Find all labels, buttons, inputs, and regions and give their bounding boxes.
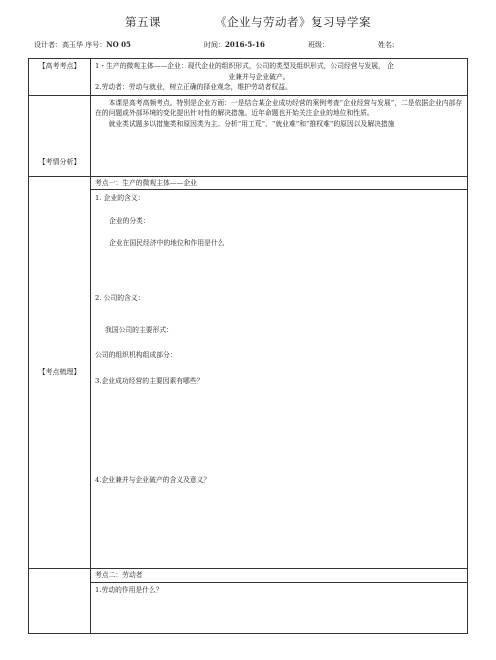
point1-title: 考点一：生产的微观主体——企业 [91, 176, 468, 190]
question-1: 1. 企业的含义： [95, 194, 145, 203]
exam-points-content [91, 59, 468, 96]
point1-body [91, 190, 468, 569]
review-point2-body-row [29, 582, 468, 633]
name-field: 姓名: [378, 41, 395, 49]
point2-body [91, 582, 468, 633]
question-2: 2. 公司的含义： [95, 293, 145, 302]
exam-analysis-content [91, 95, 468, 176]
review-label-2 [29, 569, 91, 634]
question-5: 1.劳动的作用是什么？ [95, 585, 163, 594]
lesson-title: 《企业与劳动者》复习导学案 [215, 15, 371, 29]
question-1b: 企业在国民经济中的地位和作用是什么 [109, 239, 225, 248]
class-field: 班级： [308, 41, 329, 49]
review-point2-title-row [29, 569, 468, 583]
review-point1-title-row [29, 176, 468, 190]
review-point1-body-row [29, 190, 468, 569]
worksheet-table [28, 58, 468, 634]
question-4: 4.企业兼并与企业破产的含义及意义？ [95, 475, 211, 484]
point2-title: 考点二：劳动者 [91, 569, 468, 583]
date-field: 时间：2016-5-16 [204, 40, 265, 49]
exam-point-2: 2.劳动者：劳动与就业，树立正确的择业观念，维护劳动者权益。 [95, 83, 292, 92]
question-1a: 企业的分类： [109, 216, 150, 225]
analysis-para-1: 本课是高考高频考点。特别是企业方面：一是结合某企业成功经营的案例考查“企业经营与发展”，二是依据企业内部存在的问题或外部环境的变化提出针对性的解决措施。近年命题也开始关注企业的地位和性质。 [95, 98, 463, 118]
exam-point-1-cont: 业兼并与企业破产。 [228, 72, 290, 81]
exam-point-1: 1・生产的微观主体——企业：现代企业的组织形式，公司的类型及组织形式，公司经营与发展， 企 [95, 62, 394, 70]
designer-field: 设计者：高玉华 序号：NO 05 [34, 40, 131, 49]
analysis-para-2: 就业类试题多以措施类和原因类为主。分析“用工荒”、“就业难”和“推权难”的原因以及解决措施 [108, 119, 395, 128]
question-2b: 公司的组织机构组成部分： [95, 350, 177, 359]
question-2a: 我国公司的主要形式： [105, 326, 173, 335]
lesson-number: 第五课 [125, 15, 161, 29]
review-label: 【考点梳理】 [29, 176, 91, 569]
exam-points-label: 【高考考点】 [29, 59, 91, 96]
page-title [0, 14, 496, 30]
exam-points-row [29, 59, 468, 96]
exam-analysis-row [29, 95, 468, 176]
question-3: 3.企业成功经营的主要因素有哪些？ [95, 377, 204, 386]
exam-analysis-label: 【考情分析】 [29, 95, 91, 176]
